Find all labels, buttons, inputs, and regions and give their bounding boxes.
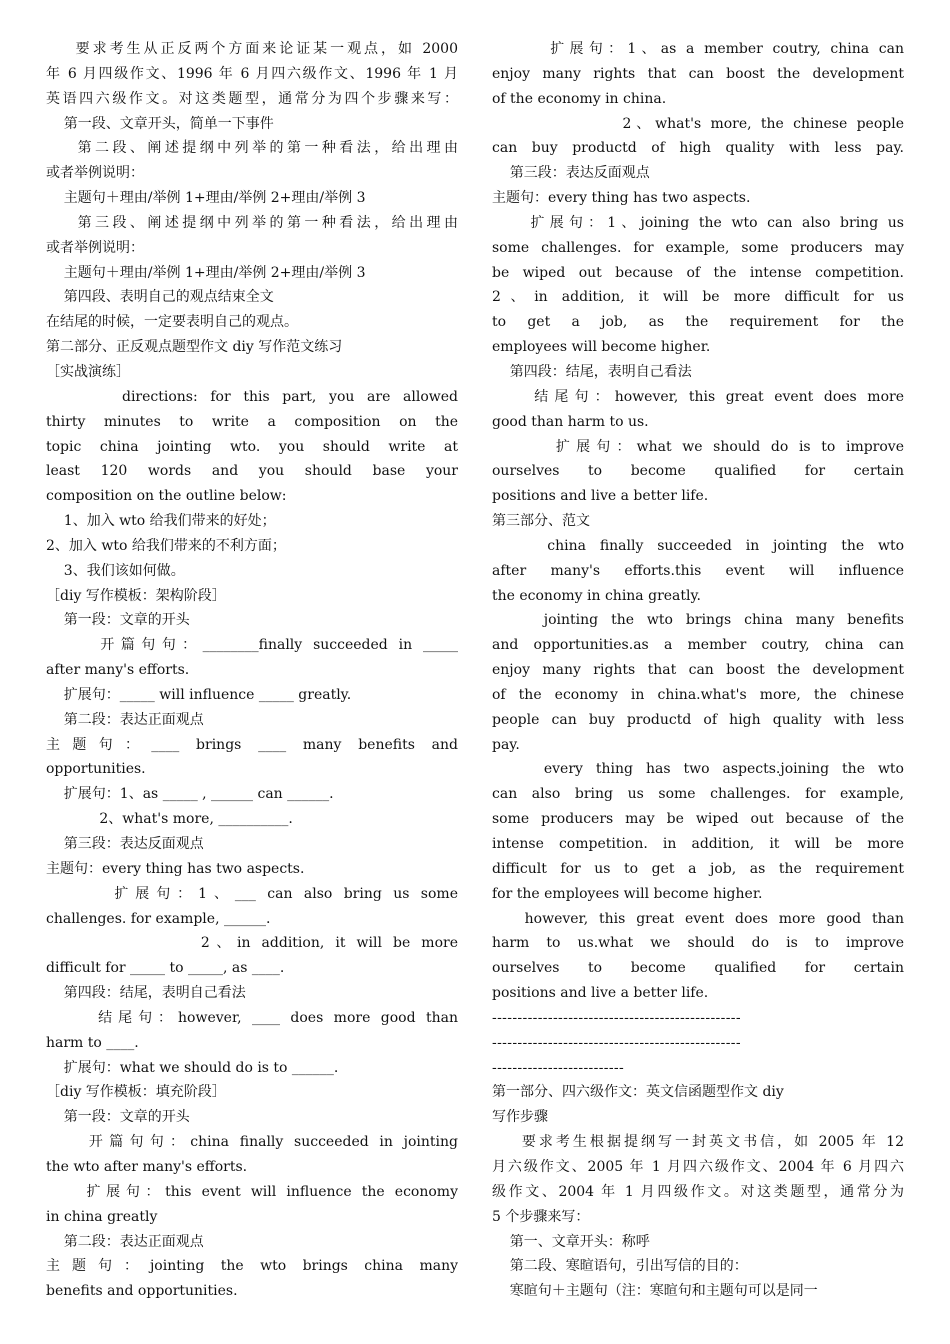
- text-line: 开篇句句：china finally succeeded in jointing: [46, 1134, 458, 1151]
- text-line: ［实战演练］: [46, 363, 130, 380]
- text-line: can also bring us some challenges. for example,: [492, 786, 904, 803]
- text-line: 第二段、阐述提纲中列举的第一种看法，给出理由: [46, 140, 458, 157]
- text-line: 第四段：结尾，表明自己看法: [46, 985, 246, 1002]
- text-line: 2、in addition, it will be more difficult for us: [492, 289, 904, 306]
- text-line: -------------------------------------------------: [492, 1009, 741, 1026]
- text-line: 2、in addition, it will be more: [46, 935, 458, 952]
- text-line: 2、what's more, __________.: [46, 811, 293, 828]
- text-line: of the economy in china.: [492, 90, 667, 107]
- text-line: 第一部分、四六级作文：英文信函题型作文 diy: [492, 1084, 784, 1101]
- text-line: the economy in china greatly.: [492, 587, 701, 604]
- text-line: 3、我们该如何做。: [46, 562, 185, 579]
- right-column: [492, 37, 904, 1304]
- text-line: however, this great event does more good than: [492, 910, 904, 927]
- text-line: 扩展句：what we should do is to improve: [492, 438, 904, 455]
- text-line: -------------------------------------------------: [492, 1034, 741, 1051]
- text-line: 写作步骤: [492, 1109, 548, 1126]
- text-line: topic china jointing wto. you should write at: [46, 438, 458, 455]
- text-line: 扩展句：this event will influence the economy: [46, 1183, 458, 1200]
- text-line: some producers may be wiped out because of the: [492, 811, 904, 828]
- text-line: intense competition. in addition, it will be more: [492, 836, 904, 852]
- text-line: 主题句：jointing the wto brings china many: [46, 1258, 458, 1275]
- text-line: be wiped out because of the intense competition.: [492, 264, 904, 281]
- text-line: positions and live a better life.: [492, 488, 709, 505]
- text-line: jointing the wto brings china many benefits: [492, 612, 904, 629]
- text-line: 第二段：表达正面观点: [46, 711, 204, 728]
- text-line: 扩展句：what we should do is to ______.: [46, 1059, 339, 1076]
- text-line: least 120 words and you should base your: [46, 463, 458, 480]
- text-line: harm to us.what we should do is to improve: [492, 935, 904, 952]
- text-line: employees will become higher.: [492, 339, 711, 356]
- text-line: 主题句：every thing has two aspects.: [46, 860, 305, 877]
- text-line: 结尾句：however, this great event does more: [492, 388, 904, 405]
- text-line: 扩展句：1、as _____ , ______ can ______.: [46, 786, 334, 803]
- text-line: difficult for us to get a job, as the requirement: [492, 860, 904, 877]
- text-line: enjoy many rights that can boost the development: [492, 65, 904, 82]
- text-line: people can buy productd of high quality with less: [492, 711, 904, 728]
- text-line: after many's efforts.: [46, 662, 190, 679]
- text-line: 第一段：文章的开头: [46, 612, 190, 629]
- text-line: 第四段：结尾，表明自己看法: [492, 363, 692, 380]
- text-line: and opportunities.as a member coutry, china can: [492, 637, 904, 654]
- text-line: 或者举例说明：: [46, 239, 144, 256]
- text-line: --------------------------: [492, 1059, 625, 1076]
- text-line: to get a job, as the requirement for the: [492, 314, 904, 331]
- text-line: 或者举例说明：: [46, 165, 144, 182]
- text-line: thirty minutes to write a composition on the: [46, 413, 458, 430]
- text-line: for the employees will become higher.: [492, 885, 763, 902]
- text-line: the wto after many's efforts.: [46, 1158, 248, 1175]
- text-line: 2、加入 wto 给我们带来的不利方面；: [46, 537, 286, 554]
- text-line: 扩展句：1、___ can also bring us some: [46, 885, 458, 902]
- text-line: 结尾句：however, ____ does more good than: [46, 1009, 458, 1026]
- left-column: [46, 37, 458, 1304]
- text-line: pay.: [492, 736, 520, 753]
- text-line: 主题句＋理由/举例 1+理由/举例 2+理由/举例 3: [46, 264, 366, 281]
- text-line: difficult for _____ to _____, as ____.: [46, 960, 285, 977]
- text-line: 要求考生从正反两个方面来论证某一观点，如 2000: [46, 41, 458, 57]
- text-line: 第三段、阐述提纲中列举的第一种看法，给出理由: [46, 214, 458, 231]
- text-line: enjoy many rights that can boost the development: [492, 662, 904, 679]
- text-line: 第二部分、正反观点题型作文 diy 写作范文练习: [46, 339, 343, 356]
- text-line: every thing has two aspects.joining the wto: [492, 761, 904, 778]
- text-line: 第二段、寒暄语句，引出写信的目的：: [492, 1258, 748, 1275]
- text-line: 英语四六级作文。对这类题型，通常分为四个步骤来写：: [46, 90, 458, 107]
- text-line: 扩展句：_____ will influence _____ greatly.: [46, 686, 352, 703]
- text-line: after many's efforts.this event will influence: [492, 562, 904, 579]
- text-line: can buy productd of high quality with less pay.: [492, 140, 904, 157]
- text-line: positions and live a better life.: [492, 985, 709, 1002]
- text-line: directions: for this part, you are allowed: [46, 388, 458, 405]
- text-line: 扩展句：1、joining the wto can also bring us: [492, 214, 904, 231]
- text-line: 寒暄句＋主题句（注：寒暄句和主题句可以是同一: [492, 1283, 818, 1300]
- text-line: 主题句：every thing has two aspects.: [492, 190, 751, 207]
- text-line: 5 个步骤来写：: [492, 1208, 590, 1225]
- text-line: ［diy 写作模板：架构阶段］: [46, 587, 226, 604]
- text-line: 2、what's more, the chinese people: [492, 115, 904, 132]
- text-line: some challenges. for example, some producers may: [492, 239, 904, 256]
- text-line: 1、加入 wto 给我们带来的好处；: [46, 513, 276, 530]
- text-line: 第一段、文章开头，简单一下事件: [46, 115, 274, 132]
- text-line: challenges. for example, ______.: [46, 910, 271, 927]
- text-line: china finally succeeded in jointing the wto: [492, 537, 904, 554]
- text-line: 第三段：表达反面观点: [492, 165, 650, 182]
- text-line: 要求考生根据提纲写一封英文书信，如 2005 年 12: [492, 1134, 904, 1151]
- text-line: 主题句＋理由/举例 1+理由/举例 2+理由/举例 3: [46, 190, 366, 207]
- text-line: 在结尾的时候，一定要表明自己的观点。: [46, 314, 298, 331]
- text-line: 级作文、2004 年 1 月四级作文。对这类题型，通常分为: [492, 1183, 904, 1200]
- text-line: 扩展句：1、as a member coutry, china can: [492, 41, 904, 57]
- text-line: ［diy 写作模板：填充阶段］: [46, 1084, 226, 1101]
- text-line: 第一、文章开头：称呼: [492, 1233, 650, 1250]
- text-line: 年 6 月四级作文、1996 年 6 月四六级作文、1996 年 1 月: [46, 65, 458, 82]
- text-line: 第二段：表达正面观点: [46, 1233, 204, 1250]
- text-line: 第三段：表达反面观点: [46, 836, 204, 852]
- text-line: good than harm to us.: [492, 413, 649, 430]
- text-line: harm to ____.: [46, 1034, 139, 1051]
- text-line: 月六级作文、2005 年 1 月四六级作文、2004 年 6 月四六: [492, 1158, 904, 1175]
- text-line: in china greatly: [46, 1208, 158, 1225]
- text-line: opportunities.: [46, 761, 146, 778]
- text-line: ourselves to become qualified for certain: [492, 960, 904, 977]
- text-line: 主题句：____ brings ____ many benefits and: [46, 736, 458, 753]
- text-line: composition on the outline below:: [46, 488, 287, 505]
- text-line: 第四段、表明自己的观点结束全文: [46, 289, 274, 306]
- text-line: ourselves to become qualified for certain: [492, 463, 904, 480]
- text-line: 第三部分、范文: [492, 513, 590, 530]
- text-line: 开篇句句：________finally succeeded in _____: [46, 637, 458, 654]
- text-line: 第一段：文章的开头: [46, 1109, 190, 1126]
- text-line: benefits and opportunities.: [46, 1283, 238, 1300]
- text-line: of the economy in china.what's more, the chinese: [492, 686, 904, 703]
